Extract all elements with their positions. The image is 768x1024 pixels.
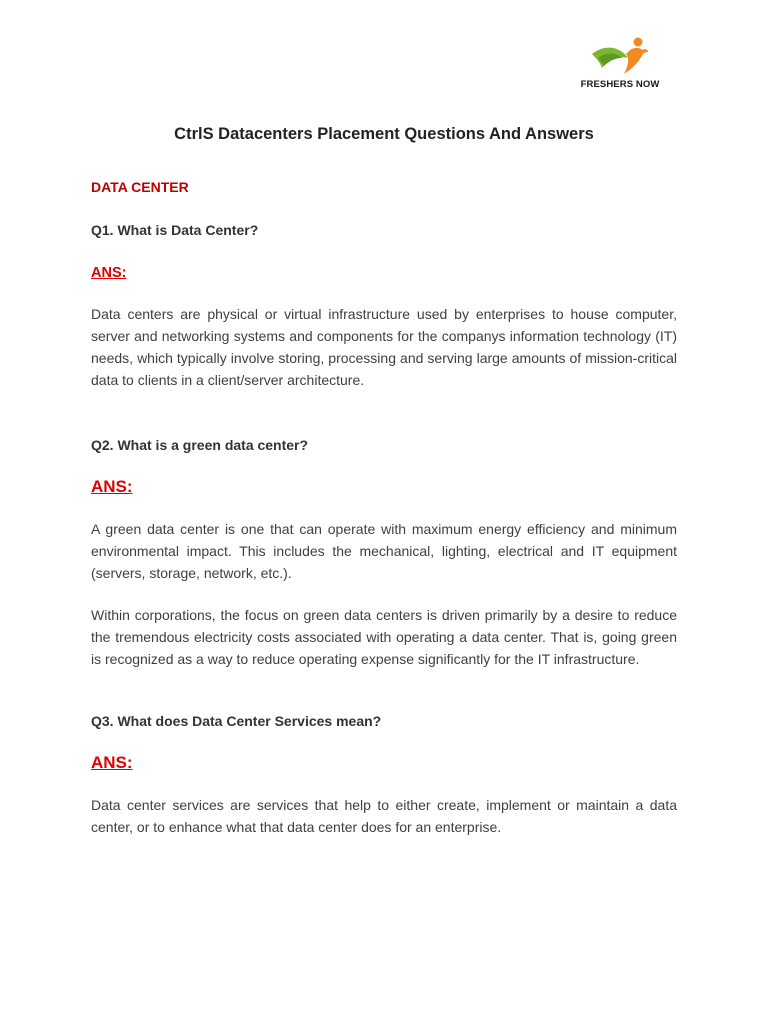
answer-2-paragraph-1: A green data center is one that can operate with maximum energy efficiency and minimum environmental impact. This includes the mechanical, lighting, electrical and IT equipment (servers, storage, network, etc.). — [91, 521, 677, 581]
answer-label-2: ANS: — [91, 477, 133, 496]
logo-text: FRESHERS NOW — [580, 79, 660, 90]
question-1: Q1. What is Data Center? — [91, 222, 259, 238]
answer-3-paragraph-1: Data center services are services that help to either create, implement or maintain a data center, or to enhance what that data center does for an enterprise. — [91, 797, 677, 835]
freshers-now-logo-icon — [590, 36, 650, 78]
document-content — [91, 178, 677, 838]
freshers-now-logo — [580, 36, 660, 92]
section-heading: DATA CENTER — [91, 179, 189, 195]
answer-label-3: ANS: — [91, 753, 133, 772]
question-3: Q3. What does Data Center Services mean? — [91, 713, 382, 729]
answer-1-paragraph-1: Data centers are physical or virtual infrastructure used by enterprises to house computer, server and networking systems and components for the companys information technology (IT) needs, which typically involve storing, processing and serving large amounts of mission-critical data to clients in a client/server architecture. — [91, 306, 677, 388]
answer-2-paragraph-2: Within corporations, the focus on green data centers is driven primarily by a desire to reduce the tremendous electricity costs associated with operating a data center. That is, going green is recognized as a way to reduce operating expense significantly for the IT infrastructure. — [91, 607, 677, 667]
question-2: Q2. What is a green data center? — [91, 437, 309, 453]
answer-label-1: ANS: — [91, 265, 127, 281]
document-title: CtrlS Datacenters Placement Questions And Answers — [174, 125, 594, 143]
